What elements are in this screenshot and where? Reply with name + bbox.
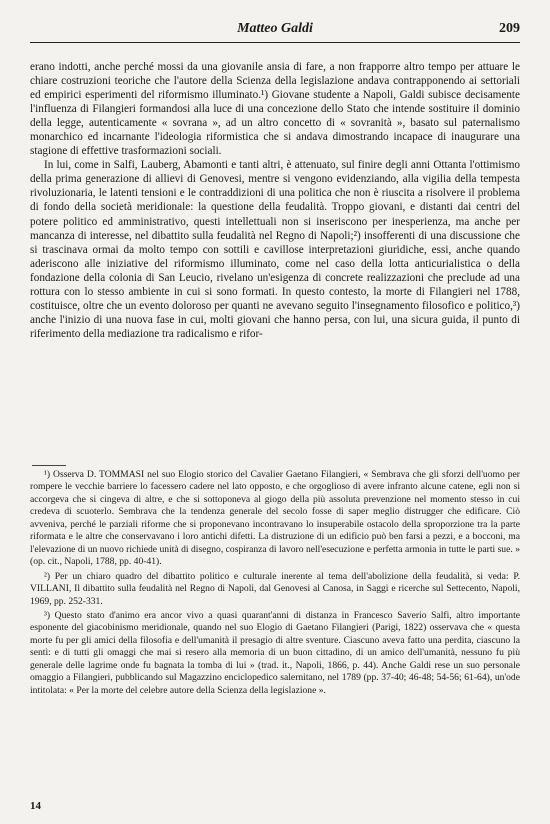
page-number: 209 <box>499 21 520 36</box>
paragraph: In lui, come in Salfi, Lauberg, Abamonti e tanti altri, è attenuato, sul finire degli anni Ottanta l'ottimismo della prima generazione di allievi di Genovesi, mentre si vengono evidenziando, alla vigilia della tempesta rivoluzionaria, le latenti tensioni e le contraddizioni di una politica che non è riuscita a risolvere il problema di fondo della società meridionale: la questione della feudalità. Troppo giovani, e distanti dai centri del potere politico ed amministrativo, questi intellettuali non si inseriscono per inesperienza, ma anche per mancanza di interesse, nel dibattito sulla feudalità nel Regno di Napoli;²) insofferenti di una discussione che si trascinava ormai da molto tempo con sottili e cavillose interpretazioni giuridiche, essi, anche quando aderiscono alle iniziative del riformismo illuminato, come nel caso della lotta anticurialistica o della fondazione della colonia di San Leucio, rivelano un'esigenza di concrete realizzazioni che preclude ad una rottura con lo stesso ambiente in cui si sono formati. In questo contesto, la morte di Filangieri nel 1788, costituisce, oltre che un evento doloroso per quanti ne avevano seguito l'insegnamento filosofico e politico,³) anche l'inizio di una nuova fase in cui, molti giovani che hanno persa, con lui, una sicura guida, il punto di riferimento della mediazione tra radicalismo e rifor- <box>30 159 520 340</box>
paragraph: erano indotti, anche perché mossi da una giovanile ansia di fare, a non frapporre altro tempo per attuare le chiare costruzioni teoriche che l'autore della Scienza della legislazione andava contrapponendo ai settoriali ed empirici esperimenti del riformismo illuminato.¹) Giovane studente a Napoli, Galdi subisce decisamente l'influenza di Filangieri formandosi alla luce di una concezione dello Stato che intende sostituire il dominio della legge, autenticamente « sovrana », ad un altro concetto di « sovranità », basato sul paternalismo monarchico ed incarnante l'ideologia riformistica che si andava dimostrando incapace di inaugurare una stagione di effettive trasformazioni sociali. <box>30 61 520 158</box>
footnote-divider <box>32 465 66 466</box>
running-title: Matteo Galdi <box>237 21 313 36</box>
footnotes <box>30 469 520 699</box>
signature-mark: 14 <box>30 800 41 812</box>
main-text <box>30 60 520 341</box>
page-header <box>30 20 520 43</box>
footnote: ³) Questo stato d'animo era ancor vivo a quasi quarant'anni di distanza in Francesco Saverio Salfi, altro importante esponente del giacobinismo meridionale, quando nel suo Elogio di Gaetano Filangieri (Parigi, 1822) osservava che « questa morte fu per gli amici della filosofia e dell'umanità il presagio di altre sventure. Ciascuno aveva fatto una perdita, ciascuno la sentì: e di tutti gli omaggi che mai si resero alla memoria di un buon cittadino, di un amico dell'umanità, nessuno fu più generale delle lagrime onde fu bagnata la tomba di lui » (trad. it., Napoli, 1866, p. 44). Anche Galdi rese un suo personale omaggio a Filangieri, pubblicando sul Magazzino enciclopedico salernitano, nel 1789 (pp. 37-40; 46-48; 54-56; 61-64), un'ode intitolata: « Per la morte del celebre autore della Scienza della legislazione ». <box>30 609 520 696</box>
footnote: ²) Per un chiaro quadro del dibattito politico e culturale inerente al tema dell'abolizione della feudalità, si veda: P. VILLANI, Il dibattito sulla feudalità nel Regno di Napoli, dal Genovesi al Canosa, in Saggi e ricerche sul Settecento, Napoli, 1969, pp. 252-331. <box>30 570 520 607</box>
footnote: ¹) Osserva D. TOMMASI nel suo Elogio storico del Cavalier Gaetano Filangieri, « Sembrava che gli sforzi dell'uomo per rompere le vecchie barriere lo facessero cadere nel lato opposto, e che orgoglioso di avere infranto alcune catene, egli non si accorgeva che si cingeva di altre, e che si sottoponeva al giogo della più assoluta prevenzione nel momento stesso in cui credeva di scuoterlo. Sembrava che la tendenza generale del secolo fosse di saper meglio distrugger che edificare. Ciò avveniva, perché le parziali riforme che si proponevano incontravano lo insuperabile ostacolo della sproporzione tra la parte riformata e le altre che conservavano i loro antichi difetti. La distruzione di un edificio può ben farsi a pezzi, e a bocconi, ma l'elevazione di un nuovo richiede unità di disegno, cospiranza di lavoro nell'esecuzione e perfetta armonia in tutte le parti sue. » (op. cit., Napoli, 1788, pp. 40-41). <box>30 469 520 568</box>
